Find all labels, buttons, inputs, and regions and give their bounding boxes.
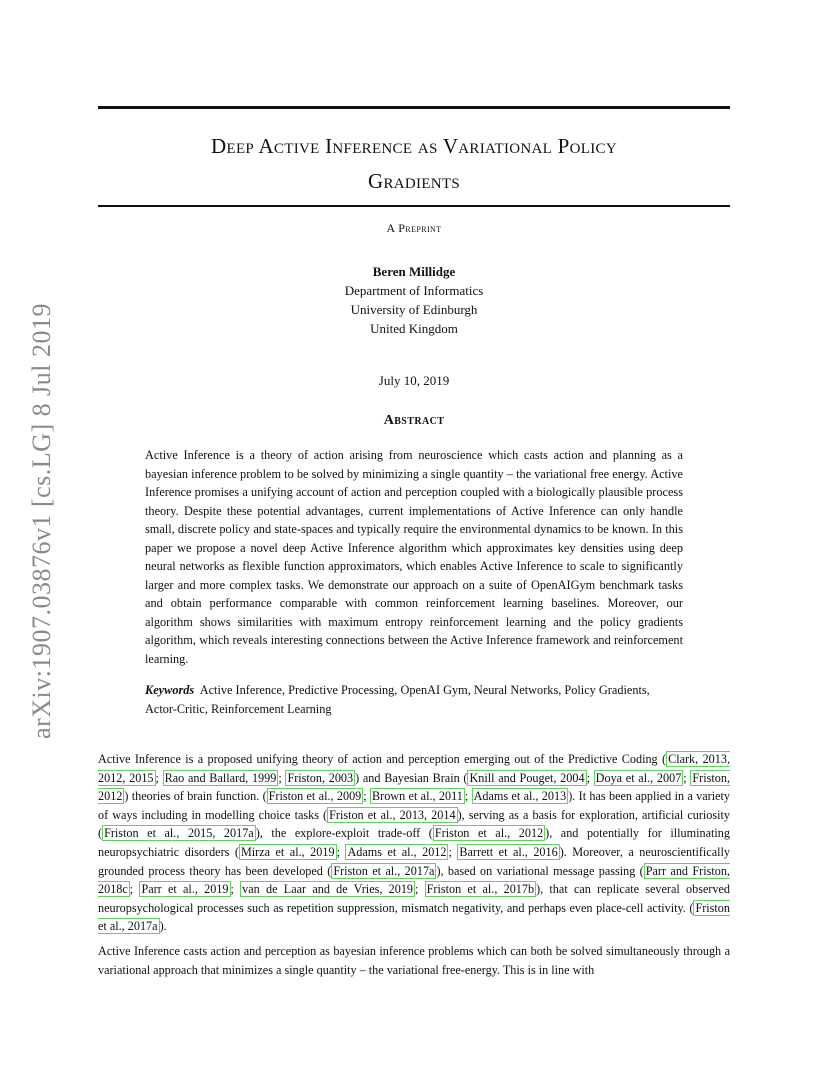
preprint-label: A Preprint [386, 221, 442, 235]
citation-link[interactable]: Mirza et al., 2019 [240, 844, 335, 859]
citation-link[interactable]: Parr et al., 2019 [141, 882, 229, 897]
abstract-heading: Abstract [383, 413, 445, 428]
intro-text: ; [155, 770, 163, 785]
citation-link[interactable]: Adams et al., 2013 [473, 789, 567, 804]
author-block [98, 262, 730, 338]
intro-text: ; [363, 789, 371, 804]
citation-link[interactable]: Brown et al., 2011 [372, 789, 463, 804]
keywords [145, 681, 683, 718]
intro-text: ; [230, 882, 241, 897]
citation-link[interactable]: Friston et al., 2017a [333, 863, 435, 878]
intro-text: Active Inference is a proposed unifying theory of action and perception emerging out of the Predictive Coding ( [98, 752, 667, 766]
citation-link[interactable]: Parr and Friston, 2018c [98, 863, 730, 897]
intro-text: ; [683, 770, 691, 785]
citation-link[interactable]: Friston et al., 2013, 2014 [329, 807, 456, 822]
intro-text: ). Moreover, a neuroscientifically grounded process theory has been developed ( [98, 844, 730, 878]
citation-link[interactable]: Clark, 2013, 2012, 2015 [98, 752, 730, 785]
citation-link[interactable]: Friston et al., 2017a [98, 900, 730, 934]
paper-date: July 10, 2019 [378, 373, 450, 388]
paper-title [98, 129, 730, 199]
intro-text: ), the explore-exploit trade-off ( [255, 826, 433, 841]
citation-link[interactable]: Doya et al., 2007 [595, 770, 682, 785]
title-line-2: Gradients [367, 169, 461, 193]
intro-text: ), and potentially for illuminating neuropsychiatric disorders ( [98, 826, 730, 859]
introduction-section [98, 750, 730, 985]
intro-paragraph-2: Active Inference casts action and perception as bayesian inference problems which can both be solved simultaneously through a variational approach that minimizes a single quantity – the variational free-energy. This is in line with [98, 943, 730, 977]
intro-text: ; [336, 844, 346, 859]
keywords-text: Active Inference, Predictive Processing, OpenAI Gym, Neural Networks, Policy Gradients, Actor-Critic, Reinforcement Learning [145, 683, 650, 716]
intro-text: ). It has been applied in a variety of ways including in modelling choice tasks ( [98, 789, 730, 822]
intro-text: ; [129, 882, 140, 897]
intro-text: ; [278, 770, 286, 785]
intro-text: ; [464, 789, 472, 804]
citation-link[interactable]: Adams et al., 2012 [347, 844, 447, 859]
title-rule-top [98, 106, 730, 109]
citation-link[interactable]: Friston et al., 2017b [426, 882, 535, 897]
intro-text: ) theories of brain function. ( [124, 789, 267, 804]
title-rule-bottom [98, 205, 730, 207]
author-university: University of Edinburgh [350, 302, 478, 317]
citation-link[interactable]: van de Laar and de Vries, 2019 [242, 882, 414, 897]
intro-text: ), that can replicate several observed neuropsychological processes such as repetition suppression, mismatch negativity, and perhaps even place-cell activity. ( [98, 882, 731, 915]
intro-text: ) and Bayesian Brain ( [355, 770, 468, 785]
author-department: Department of Informatics [344, 283, 484, 298]
intro-text: ). [159, 919, 167, 934]
abstract-text: Active Inference is a theory of action arising from neuroscience which casts action and planning as a bayesian inference problem to be solved by minimizing a single quantity – the variational free energy. Active Inference promises a unifying account of action and perception coupled with a biologically plausible process theory. Despite these potential advantages, current implementations of Active Inference can only handle small, discrete policy and state-spaces and typically require the environmental dynamics to be known. In this paper we propose a novel deep Active Inference algorithm which approximates key densities using deep neural networks as flexible function approximators, which enables Active Inference to scale to significantly larger and more complex tasks. We demonstrate our approach on a suite of OpenAIGym benchmark tasks and obtain performance comparable with common reinforcement learning baselines. Moreover, our algorithm shows similarities with maximum entropy reinforcement learning and the policy gradients algorithm, which reveals interesting connections between the Active Inference framework and reinforcement learning. [145, 448, 683, 666]
author-country: United Kingdom [370, 321, 458, 336]
intro-text: ), based on variational message passing ( [436, 863, 644, 878]
title-line-1: Deep Active Inference as Variational Policy [211, 134, 617, 158]
citation-link[interactable]: Knill and Pouget, 2004 [469, 770, 585, 785]
citation-link[interactable]: Friston et al., 2012 [434, 826, 544, 841]
citation-link[interactable]: Friston, 2012 [98, 770, 730, 804]
citation-link[interactable]: Rao and Ballard, 1999 [164, 770, 277, 785]
citation-link[interactable]: Friston et al., 2009 [268, 789, 362, 804]
intro-text: ; [586, 770, 594, 785]
citation-link[interactable]: Friston et al., 2015, 2017a [104, 826, 254, 841]
citation-link[interactable]: Barrett et al., 2016 [459, 844, 558, 859]
intro-paragraph-1 [98, 750, 730, 936]
intro-text: ; [415, 882, 425, 897]
citation-link[interactable]: Friston, 2003 [287, 770, 354, 785]
author-name: Beren Millidge [372, 264, 456, 279]
intro-text: ; [448, 844, 458, 859]
intro-text: ), serving as a basis for exploration, artificial curiosity ( [98, 807, 731, 841]
keywords-label: Keywords [145, 683, 195, 697]
arxiv-stamp-text: arXiv:1907.03876v1 [cs.LG] 8 Jul 2019 [27, 303, 56, 739]
